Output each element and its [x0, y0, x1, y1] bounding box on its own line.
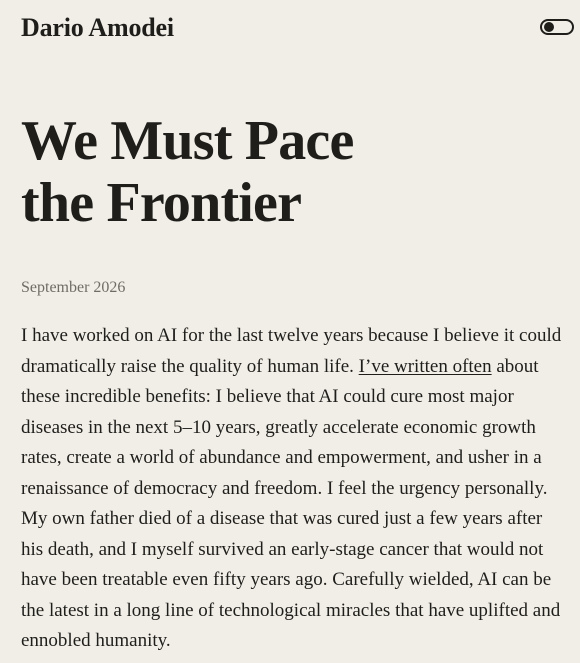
article-date: September 2026 [21, 279, 126, 296]
written-often-link[interactable]: I’ve written often [358, 355, 492, 377]
article-paragraph [21, 321, 565, 657]
paragraph-text-part-2: about these incredible benefits: I believe that AI could cure most major diseases in the next 5–10 years, greatly accelerate economic growth rates, create a world of abundance and empowerment, and usher in a renaissance of democracy and freedom. I feel the urgency personally. My own father died of a disease that was cured just a few years after his death, and I myself survived an early-stage cancer that would not have been treatable even fifty years ago. Carefully wielded, AI can be the latest in a long line of technological miracles that have uplifted and ennobled humanity. [21, 355, 561, 651]
site-header [21, 10, 574, 50]
theme-toggle[interactable] [540, 19, 574, 35]
article-title [21, 110, 565, 234]
article-title-line-1: We Must Pace [21, 110, 354, 172]
article-title-line-2: the Frontier [21, 172, 302, 234]
article-body [21, 321, 565, 657]
article [21, 110, 565, 657]
toggle-knob [544, 22, 554, 32]
site-title[interactable]: Dario Amodei [21, 13, 174, 42]
paragraph-text-part-1: I have worked on AI for the last twelve years because I believe it could dramatically raise the quality of human life. [21, 325, 562, 377]
